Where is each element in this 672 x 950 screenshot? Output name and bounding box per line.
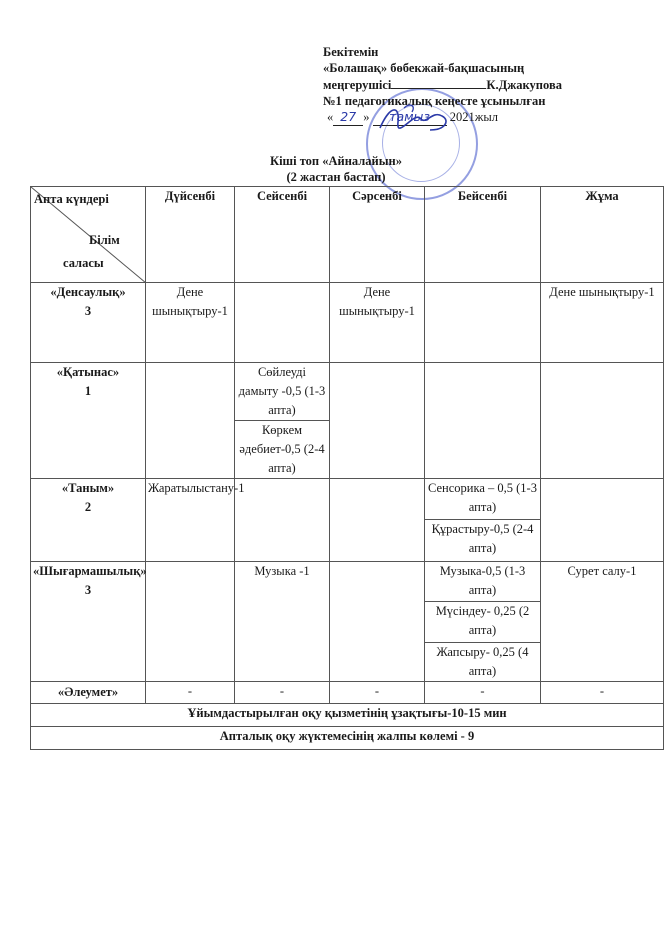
area-creativity — [31, 562, 146, 682]
cognition-thu-a: Сенсорика – 0,5 (1-3 апта) — [425, 479, 541, 520]
row-society — [31, 682, 664, 704]
schedule-table — [30, 186, 664, 750]
head-title: меңгерушісі — [323, 77, 392, 92]
head-name: К.Джакупова — [486, 77, 562, 92]
creativity-fri: Сурет салу-1 — [541, 562, 664, 682]
area-communication — [31, 363, 146, 479]
signature-line — [391, 88, 486, 89]
area-health-name: «Денсаулық» — [50, 285, 126, 299]
header-corner-cell — [31, 187, 146, 283]
group-title: Кіші топ «Айналайын» — [270, 154, 402, 168]
area-communication-hours: 1 — [84, 384, 92, 398]
row-creativity-a — [31, 562, 664, 602]
creativity-tue: Музыка -1 — [235, 562, 330, 682]
creativity-mon — [146, 562, 235, 682]
header-monday: Дүйсенбі — [146, 187, 235, 283]
area-cognition — [31, 479, 146, 562]
area-cognition-hours: 2 — [84, 500, 92, 514]
cognition-tue — [235, 479, 330, 562]
creativity-wed — [330, 562, 425, 682]
approval-line-head — [323, 77, 653, 93]
row-health — [31, 283, 664, 363]
corner-label-education: Білім — [89, 233, 120, 247]
communication-fri — [541, 363, 664, 479]
communication-tue-a: Сөйлеуді дамыту -0,5 (1-3 апта) — [235, 363, 330, 421]
creativity-thu-b: Мүсіндеу- 0,25 (2 апта) — [425, 602, 541, 643]
society-mon: - — [146, 682, 235, 704]
header-tuesday: Сейсенбі — [235, 187, 330, 283]
corner-label-days: Апта күндері — [34, 192, 109, 206]
health-wed: Дене шынықтыру-1 — [330, 283, 425, 363]
area-creativity-name: «Шығармашылық» — [33, 564, 147, 578]
approval-line-kindergarten: «Болашақ» бөбекжай-бақшасының — [323, 61, 525, 76]
header-row — [31, 187, 664, 283]
health-fri: Дене шынықтыру-1 — [541, 283, 664, 363]
area-creativity-hours: 3 — [84, 583, 92, 597]
communication-tue-b: Көркем әдебиет-0,5 (2-4 апта) — [235, 421, 330, 479]
cognition-mon: Жаратылыстану-1 — [146, 479, 235, 562]
approval-line-approve: Бекітемін — [323, 45, 379, 59]
cognition-fri — [541, 479, 664, 562]
header-wednesday: Сәрсенбі — [330, 187, 425, 283]
approval-line-council: №1 педагогикалық кеңесте ұсынылған — [323, 93, 546, 108]
area-health — [31, 283, 146, 363]
communication-mon — [146, 363, 235, 479]
header-thursday: Бейсенбі — [425, 187, 541, 283]
area-society: «Әлеумет» — [31, 682, 146, 704]
health-mon: Дене шынықтыру-1 — [146, 283, 235, 363]
footer-total-load: Апталық оқу жүктемесінің жалпы көлемі - 9 — [31, 727, 664, 750]
area-cognition-name: «Таным» — [61, 481, 115, 495]
date-quote-open: « — [327, 110, 334, 125]
row-communication-a — [31, 363, 664, 421]
row-total — [31, 727, 664, 750]
signature-mark — [370, 100, 460, 150]
header-friday: Жұма — [541, 187, 664, 283]
row-cognition-a — [31, 479, 664, 520]
health-thu — [425, 283, 541, 363]
corner-label-area: саласы — [63, 256, 104, 270]
date-month: тамыз — [373, 109, 447, 126]
communication-wed — [330, 363, 425, 479]
area-health-hours: 3 — [84, 304, 92, 318]
communication-thu — [425, 363, 541, 479]
group-age: (2 жастан бастап) — [286, 170, 386, 184]
area-communication-name: «Қатынас» — [56, 365, 120, 379]
date-day: 27 — [333, 109, 363, 126]
date-quote-close: » — [363, 110, 370, 125]
cognition-wed — [330, 479, 425, 562]
row-duration — [31, 704, 664, 727]
society-thu: - — [425, 682, 541, 704]
creativity-thu-a: Музыка-0,5 (1-3 апта) — [425, 562, 541, 602]
footer-duration: Ұйымдастырылған оқу қызметінің ұзақтығы-10-15 мин — [31, 704, 664, 727]
health-tue — [235, 283, 330, 363]
date-year: 2021жыл — [449, 110, 499, 125]
cognition-thu-b: Құрастыру-0,5 (2-4 апта) — [425, 520, 541, 562]
society-fri: - — [541, 682, 664, 704]
creativity-thu-c: Жапсыру- 0,25 (4 апта) — [425, 643, 541, 682]
society-tue: - — [235, 682, 330, 704]
society-wed: - — [330, 682, 425, 704]
